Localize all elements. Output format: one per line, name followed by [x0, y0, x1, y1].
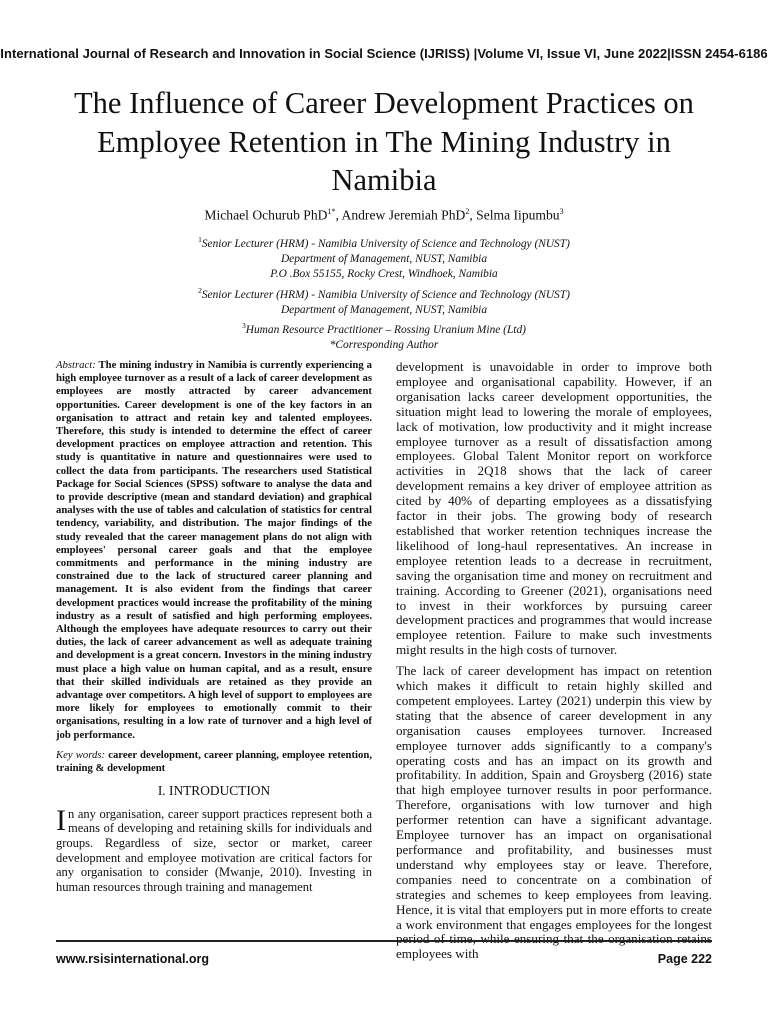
body-paragraph: The lack of career development has impact on retention which makes it difficult to retain highly skilled and competent employees. Lartey (2021) underpin this view by stating that the absence of career development in any organisation causes employees turnover. Increased employee turnover adds significantly to a company's operating costs and has an impact on its growth and profitability. In addition, Spain and Groysberg (2016) state that high employee turnover results in poor performance. Therefore, organisations with low turnover and high performer retention can have a significant advantage. Employee turnover has an impact on organisational performance and profitability, and businesses must understand why employees stay or leave. Therefore, companies need to concentrate on a combination of strategies and schemes to keep employees from leaving. Hence, it is vital that employers put in more efforts to create a work environment that engages employees for the longest period of time, while ensuring that the organisation retains employees with [396, 663, 712, 962]
author-sup: 2 [465, 207, 470, 216]
keywords [56, 749, 372, 775]
journal-header: International Journal of Research and Innovation in Social Science (IJRISS) |Volume VI, Issue VI, June 2022|ISSN 2454-6186 [0, 46, 768, 61]
footer-divider [56, 940, 712, 942]
author-sup: 1* [327, 207, 336, 216]
intro-text: n any organisation, career support practices represent both a means of developing and retaining skills for individuals and groups. Regardless of size, sector or market, career development and employee motivation are critical factors for any organisation to consider (Mwanje, 2010). Investing in human resources through training and management [56, 806, 372, 894]
author: Michael Ochurub PhD [204, 207, 328, 223]
affiliation-line: P.O .Box 55155, Rocky Crest, Windhoek, Namibia [270, 268, 498, 281]
abstract-text: The mining industry in Namibia is currently experiencing a high employee turnover as a result of a lack of career development as employees are mostly attracted by career advancement opportunities. Career development is one of the key factors in an organisation to attract and retain key and talented employees. Therefore, this study is intended to determine the effect of career development practices on employee attraction and retention. This study is quantitative in nature and questionnaires were used to collect the data from participants. The researchers used Statistical Package for Social Sciences (SPSS) software to analyse the data and to provide descriptive (mean and standard deviation) and graphical analyses with the use of tables and calculation of statistics for central tendency, variability, and distribution. The major findings of the study revealed that the career management plans do not align with employees' personal career goals and that the employee commitments and performance in the mining industry are constrained due to the lack of structured career planning and management. It is also evident from the findings that career development practices would increase the profitability of the mining industry as a result of satisfied and high performing employees. Although the employees have adequate resources to carry out their duties, the lack of career advancement as well as adequate training and development is a great concern. Investors in the mining industry must place a high value on human capital, and as a result, ensure that their skilled individuals are retained as they provide an advantage over competitors. A high level of support to employees are more likely for employees to emotionally commit to their organisations, resulting in a low rate of turnover and a high level of job performance. [56, 359, 372, 741]
affiliation-line: $^3$Human Resource Practitioner – Rossing Uranium Mine (Ltd) [242, 321, 526, 336]
corresponding-author-note: *Corresponding Author [329, 339, 439, 352]
page-number: Page 222 [657, 952, 712, 966]
section-heading: I. INTRODUCTION [157, 783, 271, 799]
affiliation-line: Department of Management, NUST, Namibia [280, 253, 488, 266]
affiliations [0, 232, 768, 353]
author-list: Michael Ochurub PhD$^{1*}$, Andrew Jeremiah PhD$^2$, Selma Iipumbu$^3$ [204, 207, 564, 223]
abstract [56, 359, 372, 742]
body-paragraph: development is unavoidable in order to improve both employee and organisational capability. However, if an organisation lacks career development opportunities, the situation might lead to lowering the morale of employees, lack of motivation, low productivity and it might increase employee turnover as a result of dissatisfaction among employees. Global Talent Monitor report on workforce activities in 2Q18 shows that the lack of career development remains a key driver of employee attrition as cited by 40% of departing employees as a dissatisfying factor in their jobs. The growing body of research established that worker retention techniques increase the likelihood of long-haul representatives. An increase in employee retention leads to a decrease in recruitment, saving the organisation time and money on recruitment and training. According to Greener (2021), organisations need to invest in their workforces by pursuing career development practices and programmes that would increase employee retention. Failure to make such investments might results in the high costs of turnover. [396, 359, 712, 658]
right-column [396, 360, 712, 968]
footer-url: www.rsisinternational.org [56, 952, 210, 966]
left-column [56, 359, 372, 894]
author: Andrew Jeremiah PhD [341, 207, 466, 223]
keywords-label: Key words: [56, 748, 106, 761]
affiliation-line: Department of Management, NUST, Namibia [280, 303, 488, 316]
paper-title: The Influence of Career Development Practices on Employee Retention in The Mining Industry in Namibia [74, 86, 694, 197]
abstract-label: Abstract: [56, 359, 96, 371]
drop-cap: I [56, 803, 66, 837]
affiliation-line: $^1$Senior Lecturer (HRM) - Namibia University of Science and Technology (NUST) [198, 235, 570, 250]
intro-paragraph [56, 803, 372, 895]
keywords-text: career development, career planning, employee retention, training & development [56, 748, 372, 775]
author-sup: 3 [559, 207, 564, 216]
author: Selma Iipumbu [476, 207, 560, 223]
affiliation-line: $^2$Senior Lecturer (HRM) - Namibia University of Science and Technology (NUST) [198, 285, 570, 301]
